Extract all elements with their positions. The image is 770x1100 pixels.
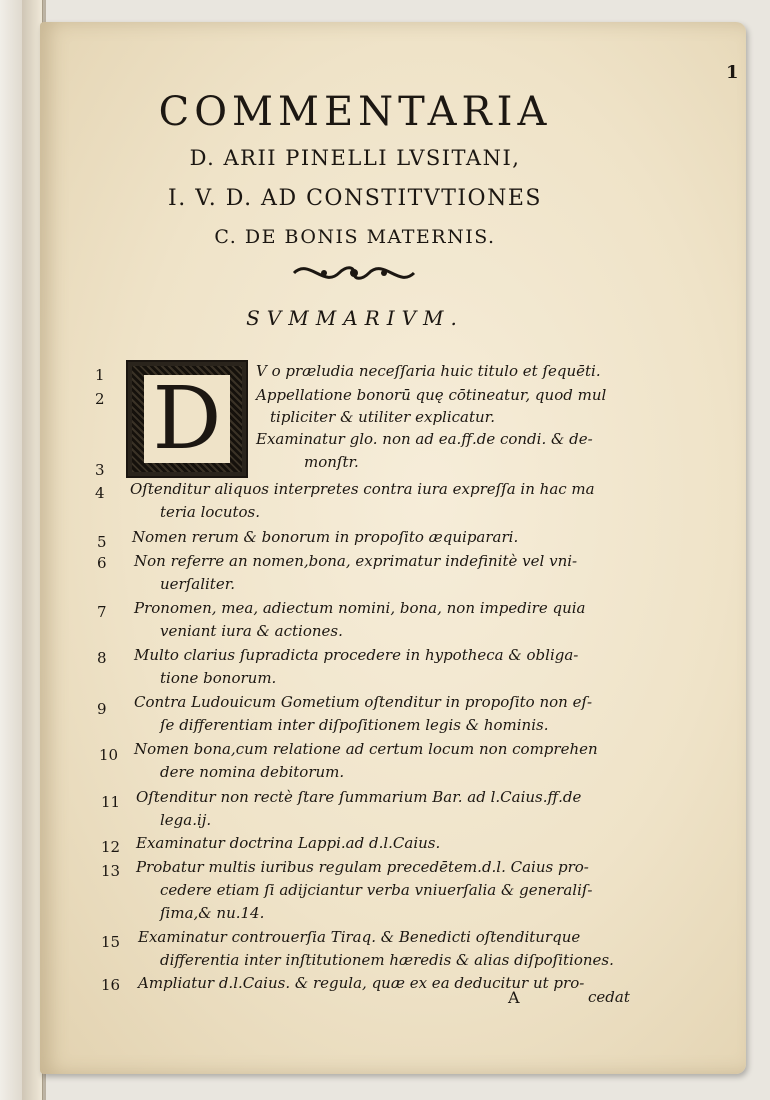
entry-number: 12 xyxy=(101,838,121,856)
entry-number: 15 xyxy=(101,933,121,951)
entry-number: 16 xyxy=(101,976,121,994)
page-title: COMMENTARIA xyxy=(158,89,552,135)
summary-line: tipliciter & utiliter explicatur. xyxy=(270,408,495,426)
summary-line: ſima,& nu.14. xyxy=(160,904,265,922)
entry-number: 10 xyxy=(99,746,119,764)
summary-line: dere nomina debitorum. xyxy=(160,763,345,781)
summary-line: Examinatur glo. non ad ea.ff.de condi. & de- xyxy=(256,430,593,448)
signature-mark: A xyxy=(508,988,520,1007)
entry-number: 1 xyxy=(95,366,105,384)
page-number: 1 xyxy=(726,62,739,83)
subject-line: I. V. D. AD CONSTITVTIONES xyxy=(168,186,542,211)
entry-number: 13 xyxy=(101,862,121,880)
summary-line: V o præludia neceſſaria huic titulo et ſequēti. xyxy=(256,362,601,380)
summary-line: Oſtenditur non rectè ſtare ſummarium Bar. ad l.Caius.ff.de xyxy=(136,788,582,806)
author-line: D. ARII PINELLI LVSITANI, xyxy=(189,146,521,170)
summary-line: lega.ij. xyxy=(160,811,212,829)
summary-line: differentia inter inſtitutionem hæredis & alias diſpoſitiones. xyxy=(160,951,614,969)
entry-number: 5 xyxy=(97,533,107,551)
summary-line: Multo clarius ſupradicta procedere in hypotheca & obliga- xyxy=(134,646,579,664)
summary-line: teria locutos. xyxy=(160,503,260,521)
entry-number: 9 xyxy=(97,700,107,718)
summary-line: tione bonorum. xyxy=(160,669,277,687)
summary-line: cedere etiam ſi adijciantur verba vniuerſalia & generaliſ- xyxy=(160,881,593,899)
summary-line: cedat xyxy=(588,988,630,1006)
entry-number: 6 xyxy=(97,554,107,572)
book-page xyxy=(40,22,746,1074)
summarium-heading: SVMMARIVM. xyxy=(246,306,464,330)
summary-line: Appellatione bonorū quę cōtineatur, quod mul xyxy=(256,386,607,404)
summary-line: ſe differentiam inter diſpoſitionem legis & hominis. xyxy=(160,716,549,734)
summary-line: monſtr. xyxy=(304,453,359,471)
entry-number: 4 xyxy=(95,484,105,502)
summary-line: veniant iura & actiones. xyxy=(160,622,343,640)
decorated-initial xyxy=(126,360,248,478)
summary-line: Non referre an nomen,bona, exprimatur indefinitè vel vni- xyxy=(134,552,578,570)
summary-line: Probatur multis iuribus regulam precedētem.d.l. Caius pro- xyxy=(136,858,589,876)
entry-number: 11 xyxy=(101,793,121,811)
summary-line: Examinatur controuerſia Tiraq. & Benedicti oſtenditurque xyxy=(138,928,581,946)
entry-number: 3 xyxy=(95,461,105,479)
summary-line: Oſtenditur aliquos interpretes contra iura expreſſa in hac ma xyxy=(130,480,595,498)
ornament-fleuron-icon xyxy=(284,258,424,288)
summary-line: Nomen bona,cum relatione ad certum locum non comprehen xyxy=(134,740,598,758)
entry-number: 8 xyxy=(97,649,107,667)
summary-line: Ampliatur d.l.Caius. & regula, quæ ex ea deducitur ut pro- xyxy=(138,974,585,992)
summary-line: Nomen rerum & bonorum in propoſito æquiparari. xyxy=(132,528,519,546)
entry-number: 2 xyxy=(95,390,105,408)
summary-line: Pronomen, mea, adiectum nomini, bona, non impedire quia xyxy=(134,599,586,617)
title-section-line: C. DE BONIS MATERNIS. xyxy=(214,226,496,248)
summary-line: Examinatur doctrina Lappi.ad d.l.Caius. xyxy=(136,834,441,852)
summary-line: Contra Ludouicum Gometium oſtenditur in propoſito non eſ- xyxy=(134,693,593,711)
summary-line: uerſaliter. xyxy=(160,575,235,593)
entry-number: 7 xyxy=(97,603,107,621)
initial-letter: D xyxy=(144,375,230,463)
